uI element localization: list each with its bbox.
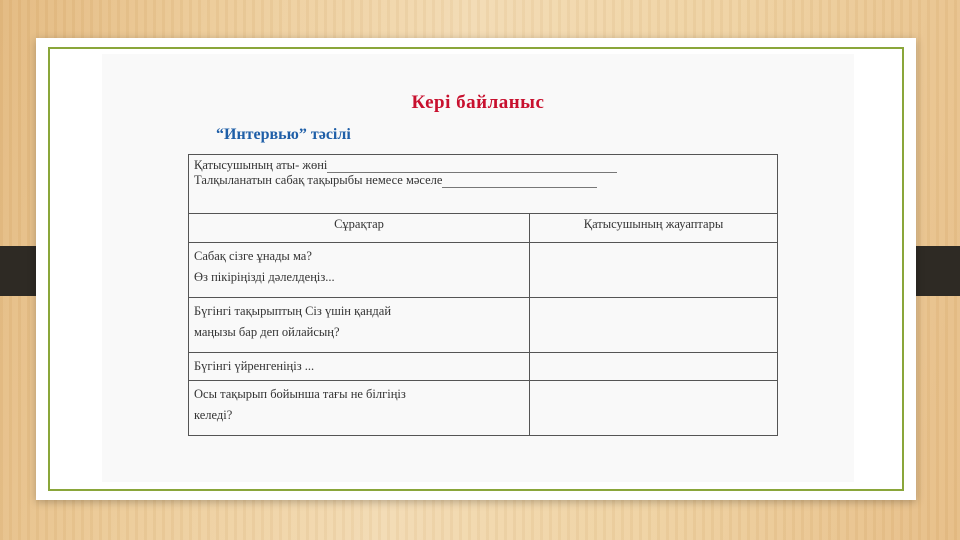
participant-name-row [194,158,772,173]
column-header-row [189,214,778,243]
question-cell [189,243,530,298]
questions-column-header: Сұрақтар [189,214,530,243]
question-line: Бүгінгі үйренгеніңіз ... [194,359,315,373]
question-cell [189,298,530,353]
interview-form-table [188,154,778,436]
answer-cell [530,298,778,353]
answer-cell [530,381,778,436]
question-line: маңызы бар деп ойлайсың? [194,325,340,339]
participant-name-label: Қатысушының аты- жөні [194,158,328,172]
form-header-cell [189,155,778,214]
question-cell [189,353,530,381]
answer-cell [530,353,778,381]
slide-frame [36,38,916,500]
slide-title: Кері байланыс [411,92,545,113]
question-cell [189,381,530,436]
lesson-topic-line [442,187,597,188]
table-row [189,353,778,381]
question-line: Өз пікіріңізді дәлелдеңіз... [194,270,335,284]
slide-subtitle: “Интервью” тәсілі [216,126,351,143]
answers-column-header: Қатысушының жауаптары [530,214,778,243]
scanned-form-image [102,54,854,482]
question-line: Сабақ сізге ұнады ма? [194,249,312,263]
question-line: Осы тақырып бойынша тағы не білгіңіз [194,387,406,401]
question-line: келеді? [194,408,233,422]
table-row [189,243,778,298]
lesson-topic-row [194,173,772,188]
answer-cell [530,243,778,298]
table-row [189,298,778,353]
question-line: Бүгінгі тақырыптың Сіз үшін қандай [194,304,392,318]
table-row [189,381,778,436]
lesson-topic-label: Талқыланатын сабақ тақырыбы немесе мәселе [194,173,443,187]
